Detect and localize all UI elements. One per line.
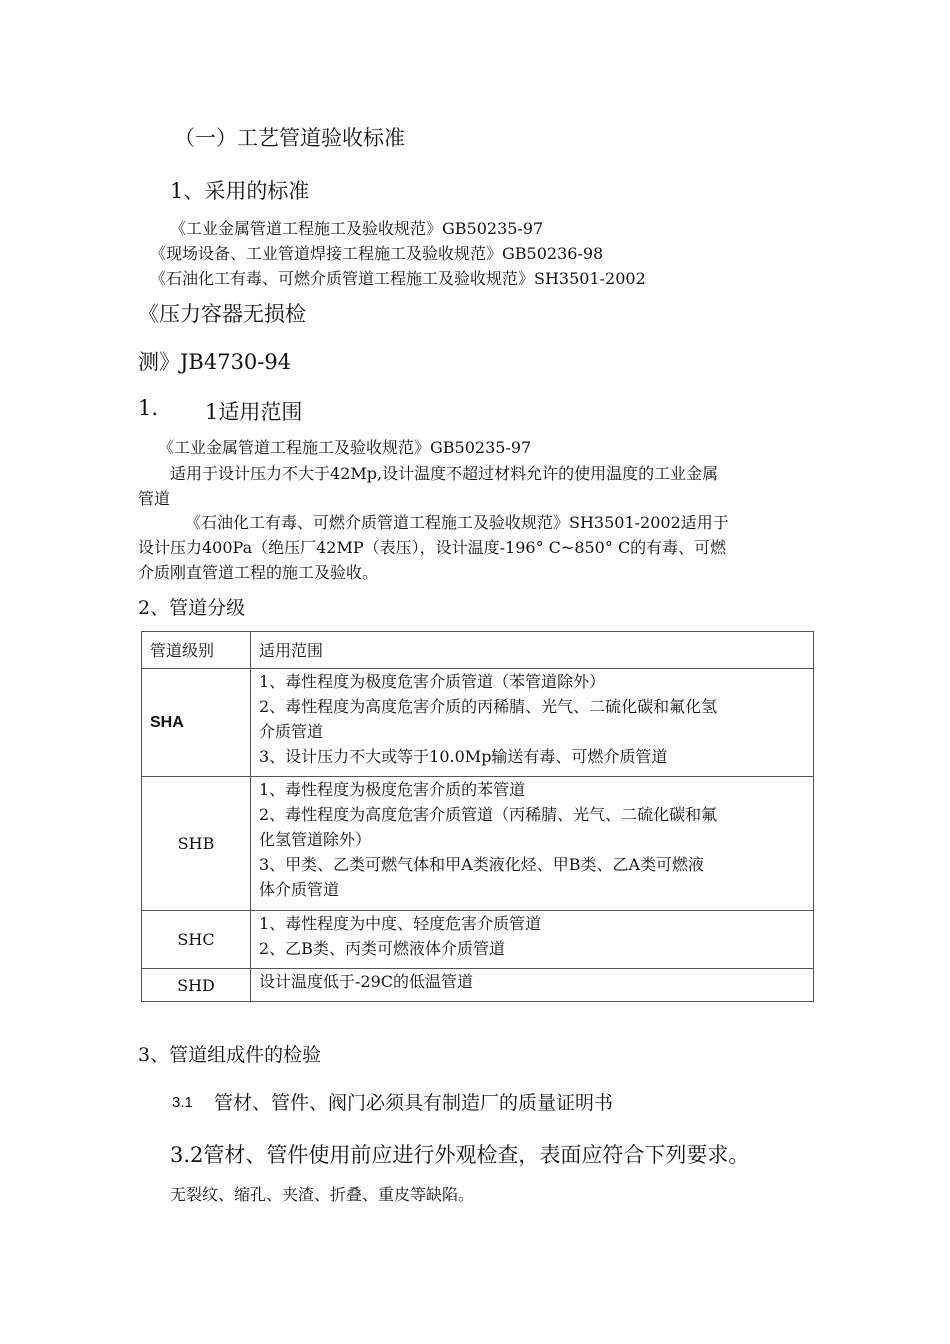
grade-level-cell: SHB [142,777,251,911]
scope-line: 设计温度低于-29C的低温管道 [259,972,474,991]
heading-scope: 1适用范围 [205,400,303,424]
standard-jb4730-line1: 《压力容器无损检 [138,302,306,326]
scope-desc2-line3: 介质刚直管道工程的施工及验收。 [138,563,379,582]
heading-pipe-grading: 2、管道分级 [138,597,246,619]
table-row [142,911,814,969]
scope-line: 体介质管道 [259,880,340,899]
standard-gb50235: 《工业金属管道工程施工及验收规范》GB50235-97 [170,219,544,238]
table-row [142,669,814,777]
heading-component-inspection: 3、管道组成件的检验 [138,1044,322,1066]
standard-jb4730-line2: 测》JB4730-94 [138,350,292,374]
table-header-cell: 管道级别 [142,632,251,669]
grade-scope-cell [251,777,814,911]
item-number-3-1: 3.1 [172,1094,193,1111]
scope-line: 1、毒性程度为极度危害介质管道（苯管道除外） [259,672,606,691]
table-header-row [142,632,814,669]
scope-line: 化氢管道除外） [259,830,372,849]
item-3-2-text: 3.2管材、管件使用前应进行外观检查，表面应符合下列要求。 [170,1143,750,1167]
item-3-1-text: 管材、管件、阀门必须具有制造厂的质量证明书 [214,1092,614,1114]
grade-scope-cell [251,669,814,777]
scope-line: 介质管道 [259,722,324,741]
table-row [142,969,814,1002]
grade-level-cell: SHA [142,669,251,777]
section-title: （一）工艺管道验收标准 [174,126,405,150]
grade-scope-cell [251,911,814,969]
scope-standard-gb50235: 《工业金属管道工程施工及验收规范》GB50235-97 [158,438,532,457]
scope-line: 3、设计压力不大或等于10.0Mp输送有毒、可燃介质管道 [259,747,668,766]
table-header-cell: 适用范围 [251,632,814,669]
scope-line: 2、毒性程度为高度危害介质管道（丙稀腈、光气、二硫化碳和氟 [259,805,718,824]
scope-line: 1、毒性程度为中度、轻度危害介质管道 [259,914,542,933]
standard-sh3501: 《石油化工有毒、可燃介质管道工程施工及验收规范》SH3501-2002 [150,269,646,288]
scope-desc2-line1: 《石油化工有毒、可燃介质管道工程施工及验收规范》SH3501-2002适用于 [185,513,729,532]
section-number: 1. [138,396,159,420]
standard-gb50236: 《现场设备、工业管道焊接工程施工及验收规范》GB50236-98 [150,244,604,263]
grade-level-cell: SHD [142,969,251,1002]
scope-line: 3、甲类、乙类可燃气体和甲A类液化烃、甲B类、乙A类可燃液 [259,855,705,874]
item-defects-text: 无裂纹、缩孔、夹渣、折叠、重皮等缺陷。 [170,1185,475,1204]
scope-desc1-line1: 适用于设计压力不大于42Mp,设计温度不超过材料允许的使用温度的工业金属 [170,464,719,483]
heading-adopted-standards: 1、采用的标准 [170,179,310,203]
scope-desc1-line2: 管道 [138,489,171,508]
grade-scope-cell [251,969,814,1002]
scope-desc2-line2: 设计压力400Pa（绝压厂42MP（表压），设计温度-196° C~850° C的有毒、可燃 [138,538,727,557]
table-row [142,777,814,911]
scope-line: 2、毒性程度为高度危害介质的丙稀腈、光气、二硫化碳和氟化氢 [259,697,718,716]
scope-line: 2、乙B类、丙类可燃液体介质管道 [259,939,505,958]
grade-level-cell: SHC [142,911,251,969]
scope-line: 1、毒性程度为极度危害介质的苯管道 [259,780,526,799]
pipe-grading-table [141,631,814,1002]
